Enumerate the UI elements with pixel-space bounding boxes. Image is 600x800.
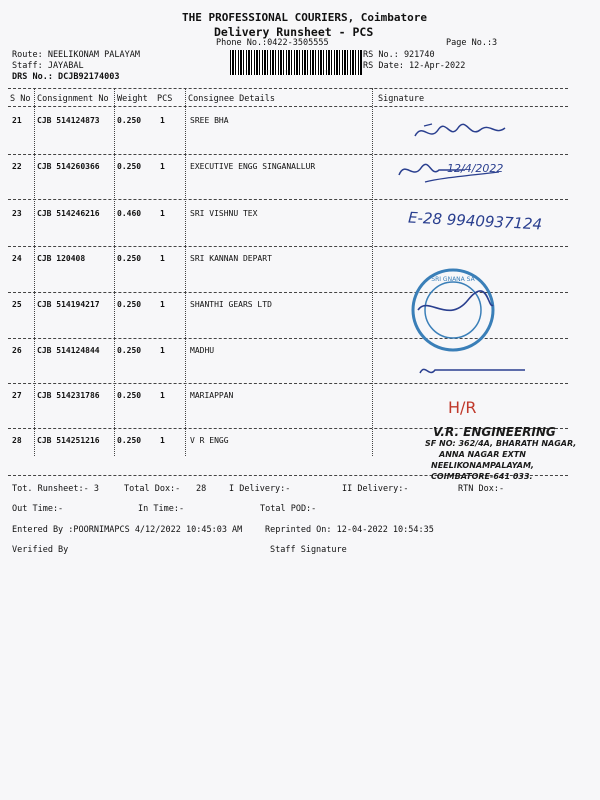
row-consignee: SREE BHA <box>190 116 229 125</box>
col-divider <box>114 88 115 456</box>
row-pcs: 1 <box>160 346 165 355</box>
row-weight: 0.460 <box>117 209 142 218</box>
row-pcs: 1 <box>160 254 165 263</box>
total-pod: Total POD:- <box>260 504 317 514</box>
staff-signature: Staff Signature <box>270 545 347 555</box>
col-consignee: Consignee Details <box>188 94 275 104</box>
handwritten-phone: E-28 9940937124 <box>407 208 543 234</box>
row-weight: 0.250 <box>117 391 142 400</box>
svg-text:12/4/2022: 12/4/2022 <box>447 162 504 175</box>
row-weight: 0.250 <box>117 346 142 355</box>
stamp-line: COIMBATORE-641 033. <box>431 472 533 481</box>
ii-delivery: II Delivery:- <box>342 484 409 494</box>
row-weight: 0.250 <box>117 436 142 445</box>
svg-text:SRI GNANA SA: SRI GNANA SA <box>431 276 475 283</box>
row-sno: 27 <box>12 391 22 400</box>
col-divider <box>34 88 35 456</box>
row-weight: 0.250 <box>117 162 142 171</box>
rs-date: RS Date: 12-Apr-2022 <box>363 61 466 71</box>
runsheet-title: Delivery Runsheet - PCS <box>214 25 374 39</box>
company-title: THE PROFESSIONAL COURIERS, Coimbatore <box>182 11 428 24</box>
row-pcs: 1 <box>160 391 165 400</box>
row-consignee: SRI VISHNU TEX <box>190 209 258 218</box>
stamp-line: SF NO: 362/4A, BHARATH NAGAR, <box>425 439 577 448</box>
signature-scribble <box>395 150 505 190</box>
i-delivery: I Delivery:- <box>229 484 291 494</box>
in-time: In Time:- <box>138 504 185 514</box>
row-weight: 0.250 <box>117 254 142 263</box>
row-pcs: 1 <box>160 162 165 171</box>
out-time: Out Time:- <box>12 504 64 514</box>
row-consignment: CJB 120408 <box>37 254 86 263</box>
row-consignee: SRI KANNAN DEPART <box>190 254 272 263</box>
row-rule <box>8 383 568 384</box>
row-sno: 23 <box>12 209 22 218</box>
row-consignee: EXECUTIVE ENGG SINGANALLUR <box>190 162 316 171</box>
row-consignment: CJB 514231786 <box>37 391 100 400</box>
row-consignee: SHANTHI GEARS LTD <box>190 300 272 309</box>
total-runsheet: Tot. Runsheet:- 3 <box>12 484 99 494</box>
signature-scribble <box>415 358 535 383</box>
row-rule <box>8 199 568 200</box>
row-consignment: CJB 514251216 <box>37 436 100 445</box>
rs-number: RS No.: 921740 <box>363 50 435 60</box>
company-seal-stamp <box>398 265 508 355</box>
reprinted-on: Reprinted On: 12-04-2022 10:54:35 <box>265 525 434 535</box>
signature-scribble <box>410 118 520 148</box>
stamp-line: NEELIKONAMPALAYAM, <box>431 461 534 470</box>
col-weight: Weight <box>117 94 148 104</box>
page-number: Page No.:3 <box>446 38 498 48</box>
header-top-rule <box>8 88 568 89</box>
row-sno: 28 <box>12 436 22 445</box>
row-sno: 26 <box>12 346 22 355</box>
header-bottom-rule <box>8 106 568 107</box>
total-dox-value: 28 <box>196 484 207 494</box>
row-consignee: MARIAPPAN <box>190 391 234 400</box>
row-consignee: V R ENGG <box>190 436 229 445</box>
total-dox-label: Total Dox:- <box>124 484 181 494</box>
col-pcs: PCS <box>157 94 173 104</box>
phone-number: Phone No.:0422-3505555 <box>216 38 329 48</box>
staff: Staff: JAYABAL <box>12 61 84 71</box>
row-sno: 22 <box>12 162 22 171</box>
row-consignment: CJB 514124873 <box>37 116 100 125</box>
col-divider <box>185 88 186 456</box>
row-pcs: 1 <box>160 209 165 218</box>
col-divider <box>372 88 373 456</box>
row-pcs: 1 <box>160 436 165 445</box>
row-consignment: CJB 514260366 <box>37 162 100 171</box>
drs-number: DRS No.: DCJB92174003 <box>12 72 120 82</box>
verified-by: Verified By <box>12 545 69 555</box>
handwritten-hr-mark: H/R <box>448 398 477 417</box>
barcode <box>230 50 362 75</box>
row-weight: 0.250 <box>117 116 142 125</box>
row-sno: 25 <box>12 300 22 309</box>
col-signature: Signature <box>378 94 425 104</box>
col-sno: S No <box>10 94 31 104</box>
stamp-line: V.R. ENGINEERING <box>433 425 556 439</box>
row-consignment: CJB 514194217 <box>37 300 100 309</box>
row-weight: 0.250 <box>117 300 142 309</box>
row-consignment: CJB 514124844 <box>37 346 100 355</box>
row-consignee: MADHU <box>190 346 215 355</box>
row-rule <box>8 246 568 247</box>
route: Route: NEELIKONAM PALAYAM <box>12 50 140 60</box>
row-pcs: 1 <box>160 116 165 125</box>
row-sno: 21 <box>12 116 22 125</box>
col-consignment: Consignment No <box>37 94 109 104</box>
entered-by: Entered By :POORNIMAPCS 4/12/2022 10:45:03 AM <box>12 525 243 535</box>
row-consignment: CJB 514246216 <box>37 209 100 218</box>
row-sno: 24 <box>12 254 22 263</box>
stamp-line: ANNA NAGAR EXTN <box>439 450 526 459</box>
rtn-dox: RTN Dox:- <box>458 484 505 494</box>
row-pcs: 1 <box>160 300 165 309</box>
